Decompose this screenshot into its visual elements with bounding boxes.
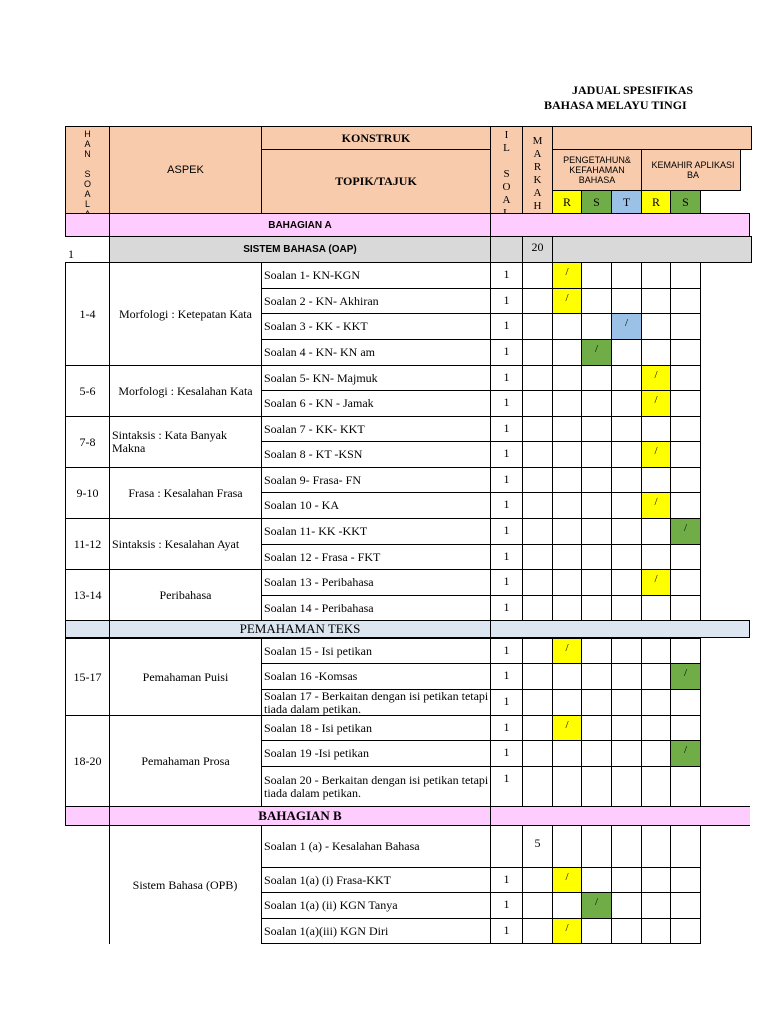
row-bil-soalan: 1 <box>490 313 523 340</box>
row-topik: Soalan 3 - KK - KKT <box>261 313 491 340</box>
row-mark-cell <box>552 544 582 570</box>
row-mark-cell <box>581 416 612 442</box>
row-mark-cell <box>670 467 701 493</box>
row-bil-soalan: 1 <box>490 892 523 919</box>
row-markah <box>522 892 553 919</box>
row-mark-cell <box>641 766 671 807</box>
row-markah <box>522 766 553 807</box>
group-aspek: Peribahasa <box>109 569 262 621</box>
vertical-letter: M <box>532 135 543 147</box>
row-mark-cell: / <box>552 918 582 944</box>
row-markah <box>522 689 553 716</box>
row-markah: 5 <box>522 825 553 868</box>
level-r1: R <box>552 190 582 214</box>
row-mark-cell <box>641 416 671 442</box>
row-bil-soalan: 1 <box>490 867 523 893</box>
row-topik: Soalan 10 - KA <box>261 492 491 519</box>
row-mark-cell: / <box>581 892 612 919</box>
row-mark-cell <box>611 689 642 716</box>
row-mark-cell <box>552 365 582 391</box>
row-topik: Soalan 9- Frasa- FN <box>261 467 491 493</box>
group-no-soalan: 9-10 <box>65 467 110 519</box>
row-mark-cell <box>641 467 671 493</box>
bahagian-b-label: BAHAGIAN B <box>109 806 491 826</box>
konstruk-header: KONSTRUK <box>261 126 491 150</box>
row-markah <box>522 416 553 442</box>
row-mark-cell: / <box>641 390 671 417</box>
row-mark-cell <box>552 416 582 442</box>
row-mark-cell <box>581 766 612 807</box>
row-mark-cell <box>581 715 612 741</box>
row-mark-cell <box>611 262 642 289</box>
row-mark-cell <box>670 569 701 596</box>
row-topik: Soalan 8 - KT -KSN <box>261 441 491 468</box>
row-mark-cell: / <box>670 663 701 690</box>
row-mark-cell <box>641 825 671 868</box>
row-mark-cell <box>611 638 642 664</box>
row-mark-cell <box>670 262 701 289</box>
row-mark-cell <box>552 663 582 690</box>
bahagian-b-right <box>490 806 750 826</box>
vertical-letter: K <box>533 174 542 186</box>
row-topik: Soalan 13 - Peribahasa <box>261 569 491 596</box>
row-mark-cell <box>611 441 642 468</box>
level-s1: S <box>581 190 612 214</box>
row-mark-cell <box>611 339 642 366</box>
row-topik: Soalan 11- KK -KKT <box>261 518 491 545</box>
row-bil-soalan: 1 <box>490 663 523 690</box>
row-mark-cell <box>670 313 701 340</box>
row-markah <box>522 467 553 493</box>
group-no-soalan: 5-6 <box>65 365 110 417</box>
row-mark-cell <box>581 492 612 519</box>
topik-header: TOPIK/TAJUK <box>261 149 491 214</box>
row-mark-cell <box>670 441 701 468</box>
bahagian-b-left <box>65 806 110 826</box>
kemahiran-header: KEMAHIR APLIKASI BA <box>641 149 741 191</box>
level-t: T <box>611 190 642 214</box>
row-mark-cell: / <box>581 339 612 366</box>
row-topik: Soalan 18 - Isi petikan <box>261 715 491 741</box>
row-mark-cell <box>670 825 701 868</box>
row-mark-cell <box>581 544 612 570</box>
row-mark-cell <box>552 825 582 868</box>
row-mark-cell <box>611 416 642 442</box>
row-mark-cell <box>611 288 642 314</box>
row-mark-cell <box>670 918 701 944</box>
row-topik: Soalan 1(a) (i) Frasa-KKT <box>261 867 491 893</box>
row-mark-cell: / <box>552 867 582 893</box>
row-mark-cell <box>641 740 671 767</box>
row-mark-cell <box>552 689 582 716</box>
row-bil-soalan: 1 <box>490 518 523 545</box>
row-bil-soalan: 1 <box>490 339 523 366</box>
row-markah <box>522 867 553 893</box>
row-mark-cell: / <box>641 365 671 391</box>
row-bil-soalan: 1 <box>490 365 523 391</box>
row-mark-cell <box>641 288 671 314</box>
row-bil-soalan: 1 <box>490 390 523 417</box>
group-no-soalan: 15-17 <box>65 638 110 716</box>
row-mark-cell <box>641 313 671 340</box>
row-mark-cell <box>641 689 671 716</box>
row-mark-cell <box>611 663 642 690</box>
row-mark-cell <box>611 715 642 741</box>
row-markah <box>522 313 553 340</box>
row-mark-cell: / <box>670 518 701 545</box>
row-topik: Soalan 2 - KN- Akhiran <box>261 288 491 314</box>
row-mark-cell <box>641 595 671 621</box>
row-mark-cell <box>641 867 671 893</box>
row-topik: Soalan 12 - Frasa - FKT <box>261 544 491 570</box>
row-mark-cell <box>670 867 701 893</box>
row-mark-cell <box>581 663 612 690</box>
vertical-letter: A <box>533 148 542 160</box>
row-mark-cell <box>611 892 642 919</box>
row-markah <box>522 492 553 519</box>
row-mark-cell <box>581 441 612 468</box>
vertical-letter: S <box>84 169 91 179</box>
row-bil-soalan: 1 <box>490 544 523 570</box>
row-topik: Soalan 6 - KN - Jamak <box>261 390 491 417</box>
vertical-letter: L <box>84 199 90 209</box>
group-aspek: Pemahaman Puisi <box>109 638 262 716</box>
row-mark-cell: / <box>611 313 642 340</box>
row-bil-soalan: 1 <box>490 638 523 664</box>
bil-soalan-header <box>490 126 523 214</box>
row-mark-cell <box>552 740 582 767</box>
group-no-soalan: 7-8 <box>65 416 110 468</box>
row-mark-cell <box>611 544 642 570</box>
group-aspek: Morfologi : Ketepatan Kata <box>109 262 262 366</box>
row-mark-cell <box>581 825 612 868</box>
vertical-letter <box>505 155 508 168</box>
vertical-letter: S <box>503 168 510 180</box>
row-mark-cell <box>670 595 701 621</box>
row-mark-cell <box>641 262 671 289</box>
row-mark-cell <box>552 313 582 340</box>
bahagian-a-label: BAHAGIAN A <box>109 213 491 237</box>
row-markah <box>522 365 553 391</box>
row-markah <box>522 339 553 366</box>
row-mark-cell: / <box>552 715 582 741</box>
row-bil-soalan: 1 <box>490 569 523 596</box>
vertical-letter: O <box>502 181 511 193</box>
row-mark-cell <box>611 492 642 519</box>
row-bil-soalan: 1 <box>490 441 523 468</box>
row-mark-cell <box>670 766 701 807</box>
row-mark-cell <box>581 518 612 545</box>
row-mark-cell <box>670 365 701 391</box>
vertical-letter: A <box>84 139 91 149</box>
group-aspek: Sistem Bahasa (OPB) <box>109 825 262 944</box>
row-markah <box>522 262 553 289</box>
row-mark-cell <box>552 492 582 519</box>
row-markah <box>522 544 553 570</box>
title-line-2: BAHASA MELAYU TINGI <box>544 98 687 112</box>
row-mark-cell <box>641 518 671 545</box>
row-topik: Soalan 20 - Berkaitan dengan isi petikan tetapi tiada dalam petikan. <box>261 766 491 807</box>
row-mark-cell <box>670 339 701 366</box>
vertical-letter: A <box>502 194 511 206</box>
row-mark-cell <box>581 390 612 417</box>
row-markah <box>522 441 553 468</box>
row-mark-cell <box>611 365 642 391</box>
level-r2: R <box>641 190 671 214</box>
pemahaman-right <box>490 620 750 638</box>
row-topik: Soalan 1- KN-KGN <box>261 262 491 289</box>
vertical-letter: O <box>83 179 91 189</box>
bahagian-a-right <box>490 213 750 237</box>
row-mark-cell <box>552 518 582 545</box>
vertical-letter: A <box>533 187 542 199</box>
group-aspek: Sintaksis : Kata Banyak Makna <box>109 416 262 468</box>
row-mark-cell <box>581 740 612 767</box>
vertical-letter: L <box>503 142 510 154</box>
row-mark-cell <box>611 918 642 944</box>
row-mark-cell <box>581 867 612 893</box>
row-mark-cell <box>581 365 612 391</box>
row-mark-cell <box>581 689 612 716</box>
row-topik: Soalan 15 - Isi petikan <box>261 638 491 664</box>
row-mark-cell <box>641 918 671 944</box>
row-mark-cell <box>611 390 642 417</box>
row-topik: Soalan 4 - KN- KN am <box>261 339 491 366</box>
row-bil-soalan: 1 <box>490 467 523 493</box>
pemahaman-label: PEMAHAMAN TEKS <box>109 620 491 638</box>
row-mark-cell: / <box>641 569 671 596</box>
group-aspek: Sintaksis : Kesalahan Ayat <box>109 518 262 570</box>
row-markah <box>522 638 553 664</box>
row-mark-cell <box>611 740 642 767</box>
row-mark-cell <box>581 595 612 621</box>
row-mark-cell <box>552 892 582 919</box>
row-mark-cell <box>581 918 612 944</box>
row-mark-cell <box>670 715 701 741</box>
group-no-soalan <box>65 825 110 944</box>
aspek-header: ASPEK <box>109 126 262 214</box>
row-topik: Soalan 7 - KK- KKT <box>261 416 491 442</box>
sistem-bahasa-markah: 20 <box>522 236 553 263</box>
group-aspek: Pemahaman Prosa <box>109 715 262 807</box>
row-bil-soalan: 1 <box>490 492 523 519</box>
row-mark-cell <box>552 569 582 596</box>
bahagian-a-left <box>65 213 110 237</box>
row-bil-soalan: 1 <box>490 595 523 621</box>
row-bil-soalan: 1 <box>490 740 523 767</box>
row-mark-cell <box>641 715 671 741</box>
sistem-bahasa-right <box>552 236 752 263</box>
row-mark-cell <box>641 339 671 366</box>
row-mark-cell <box>552 766 582 807</box>
row-mark-cell <box>581 288 612 314</box>
sistem-bahasa-bil <box>490 236 523 263</box>
row-mark-cell <box>581 262 612 289</box>
row-markah <box>522 663 553 690</box>
row-mark-cell <box>611 467 642 493</box>
vertical-letter: H <box>533 200 542 212</box>
group-aspek: Morfologi : Kesalahan Kata <box>109 365 262 417</box>
no-soalan-header <box>65 126 110 214</box>
row-topik: Soalan 14 - Peribahasa <box>261 595 491 621</box>
row-mark-cell <box>552 390 582 417</box>
group-aspek: Frasa : Kesalahan Frasa <box>109 467 262 519</box>
row-mark-cell <box>611 518 642 545</box>
group-no-soalan: 11-12 <box>65 518 110 570</box>
row-mark-cell <box>552 441 582 468</box>
row-mark-cell <box>641 892 671 919</box>
row-mark-cell <box>611 595 642 621</box>
row-bil-soalan: 1 <box>490 715 523 741</box>
row-bil-soalan: 1 <box>490 766 523 807</box>
sistem-bahasa-num-text: 1 <box>68 247 74 261</box>
vertical-letter: A <box>84 189 91 199</box>
group-no-soalan: 1-4 <box>65 262 110 366</box>
row-mark-cell: / <box>552 638 582 664</box>
row-topik: Soalan 17 - Berkaitan dengan isi petikan tetapi tiada dalam petikan. <box>261 689 491 716</box>
vertical-letter: I <box>504 129 509 141</box>
row-mark-cell <box>611 569 642 596</box>
row-bil-soalan: 1 <box>490 416 523 442</box>
vertical-letter: R <box>533 161 542 173</box>
row-bil-soalan: 1 <box>490 262 523 289</box>
row-mark-cell <box>670 416 701 442</box>
row-markah <box>522 715 553 741</box>
pengetahuan-header: PENGETAHUN& KEFAHAMAN BAHASA <box>552 149 642 191</box>
row-topik: Soalan 5- KN- Majmuk <box>261 365 491 391</box>
sistem-bahasa-num <box>65 236 110 263</box>
konstruk-level-header <box>552 126 752 150</box>
row-mark-cell <box>581 638 612 664</box>
row-bil-soalan: 1 <box>490 689 523 716</box>
row-mark-cell: / <box>552 288 582 314</box>
group-no-soalan: 18-20 <box>65 715 110 807</box>
row-mark-cell <box>670 492 701 519</box>
row-markah <box>522 288 553 314</box>
row-mark-cell <box>670 892 701 919</box>
row-mark-cell: / <box>670 740 701 767</box>
row-markah <box>522 569 553 596</box>
row-mark-cell <box>670 638 701 664</box>
level-s2: S <box>670 190 701 214</box>
vertical-letter <box>86 159 89 169</box>
row-mark-cell <box>581 467 612 493</box>
row-markah <box>522 595 553 621</box>
row-bil-soalan: 1 <box>490 288 523 314</box>
row-mark-cell: / <box>641 492 671 519</box>
row-topik: Soalan 19 -Isi petikan <box>261 740 491 767</box>
row-mark-cell <box>581 569 612 596</box>
group-no-soalan: 13-14 <box>65 569 110 621</box>
vertical-letter: H <box>84 129 91 139</box>
row-mark-cell <box>641 638 671 664</box>
row-mark-cell <box>670 544 701 570</box>
sistem-bahasa-label: SISTEM BAHASA (OAP) <box>109 236 491 263</box>
row-mark-cell <box>670 288 701 314</box>
row-mark-cell: / <box>552 262 582 289</box>
row-mark-cell <box>611 825 642 868</box>
row-bil-soalan <box>490 825 523 868</box>
vertical-letter: N <box>84 149 91 159</box>
row-mark-cell <box>670 689 701 716</box>
row-markah <box>522 390 553 417</box>
row-markah <box>522 740 553 767</box>
row-mark-cell <box>641 544 671 570</box>
pemahaman-left <box>65 620 110 638</box>
row-topik: Soalan 16 -Komsas <box>261 663 491 690</box>
row-mark-cell <box>552 595 582 621</box>
row-mark-cell: / <box>641 441 671 468</box>
row-bil-soalan: 1 <box>490 918 523 944</box>
row-mark-cell <box>552 467 582 493</box>
row-topik: Soalan 1 (a) - Kesalahan Bahasa <box>261 825 491 868</box>
row-mark-cell <box>552 339 582 366</box>
row-mark-cell <box>611 867 642 893</box>
row-mark-cell <box>581 313 612 340</box>
row-markah <box>522 918 553 944</box>
row-mark-cell <box>670 390 701 417</box>
row-markah <box>522 518 553 545</box>
title-line-1: JADUAL SPESIFIKAS <box>572 83 694 97</box>
row-topik: Soalan 1(a) (ii) KGN Tanya <box>261 892 491 919</box>
row-mark-cell <box>641 663 671 690</box>
row-topik: Soalan 1(a)(iii) KGN Diri <box>261 918 491 944</box>
markah-header <box>522 126 553 214</box>
row-mark-cell <box>611 766 642 807</box>
